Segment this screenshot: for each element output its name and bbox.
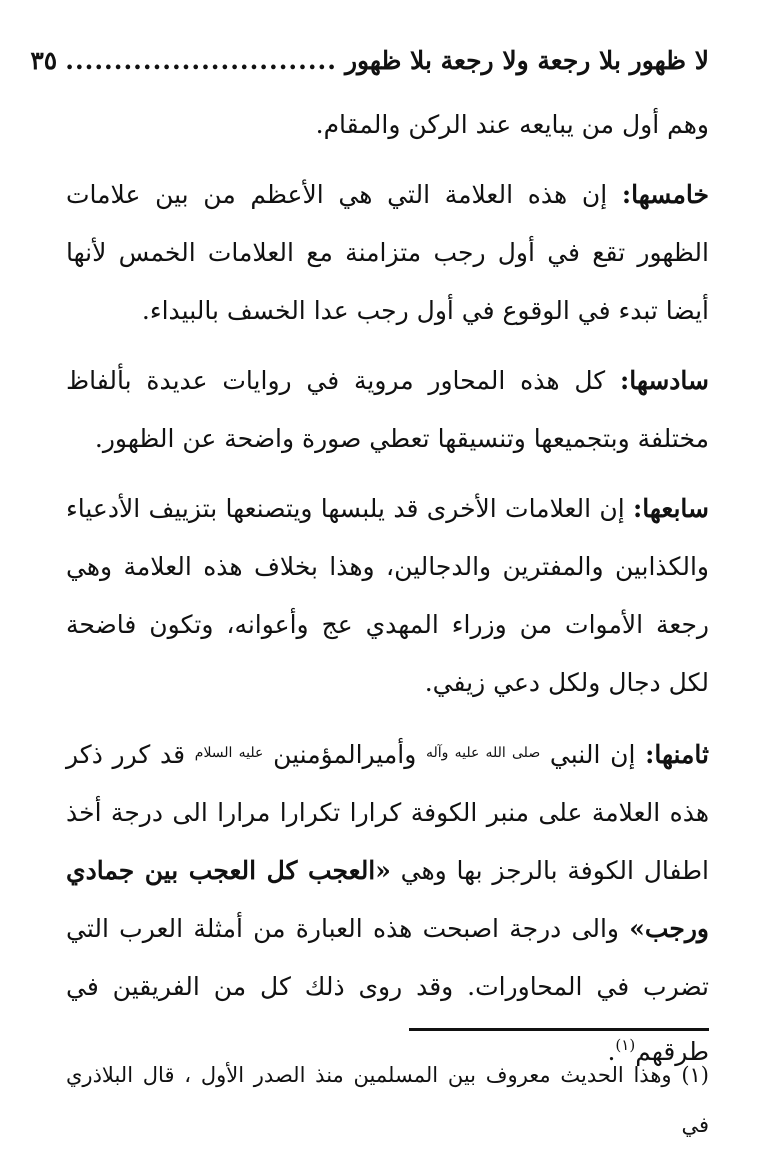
- paragraph-sixth: [66, 352, 709, 468]
- header-title: لا ظهور بلا رجعة ولا رجعة بلا ظهور: [344, 45, 709, 75]
- paragraph-seventh: [66, 480, 709, 712]
- quoted-saying: «العجب كل العجب بين جمادي ورجب»: [66, 856, 709, 943]
- honorific-imam: عليه السلام: [194, 745, 264, 761]
- paragraph-eighth-text-2: وأميرالمؤمنين: [263, 740, 426, 769]
- paragraph-0-text: وهم أول من يبايعه عند الركن والمقام.: [315, 110, 709, 139]
- page-number: ٣٥: [30, 45, 58, 75]
- paragraph-seventh-lead: سابعها:: [633, 494, 709, 523]
- paragraph-eighth-text-5: .: [607, 1037, 616, 1066]
- paragraph-sixth-lead: سادسها:: [619, 366, 709, 395]
- footnote: [66, 1050, 709, 1150]
- main-text: [66, 96, 709, 1081]
- running-header: [30, 38, 709, 82]
- paragraph-eighth-text-4: والى درجة اصبحت هذه العبارة من أمثلة العرب التي تضرب في المحاورات. وقد روى ذلك كل من الفريقين في طرقهم: [66, 914, 709, 1066]
- paragraph-eighth-text-3: قد كرر ذكر هذه العلامة على منبر الكوفة كرارا تكرارا مرارا الى درجة أخذ اطفال الكوفة بالرجز بها وهي: [66, 740, 709, 885]
- footnote-divider: [409, 1028, 709, 1031]
- footnote-text: (١) وهذا الحديث معروف بين المسلمين منذ الصدر الأول ، قال البلاذري في: [66, 1063, 709, 1137]
- header-dot-leader: ............................: [65, 45, 337, 75]
- paragraph-fifth: [66, 166, 709, 340]
- paragraph-fifth-text: إن هذه العلامة التي هي الأعظم من بين علامات الظهور تقع في أول رجب متزامنة مع العلامات الخمس لأنها أيضا تبدء في الوقوع في أول رجب عدا الخسف بالبيداء.: [66, 180, 709, 325]
- paragraph-eighth-text-1: إن النبي: [540, 740, 646, 769]
- paragraph-seventh-text: إن العلامات الأخرى قد يلبسها ويتصنعها بتزييف الأدعياء والكذابين والمفترين والدجالين، وهذا بخلاف هذه العلامة وهي رجعة الأموات من وزراء المهدي عج وأعوانه، وتكون فاضحة لكل دجال ولكل دعي زيفي.: [66, 494, 709, 697]
- paragraph-0: [66, 96, 709, 154]
- paragraph-eighth-lead: ثامنها:: [645, 740, 710, 769]
- paragraph-sixth-text: كل هذه المحاور مروية في روايات عديدة بألفاظ مختلفة وبتجميعها وتنسيقها تعطي صورة واضحة عن الظهور.: [66, 366, 709, 453]
- footnote-reference[interactable]: (١): [615, 1036, 636, 1054]
- honorific-prophet: صلى الله عليه وآله: [425, 745, 541, 761]
- paragraph-fifth-lead: خامسها:: [621, 180, 709, 209]
